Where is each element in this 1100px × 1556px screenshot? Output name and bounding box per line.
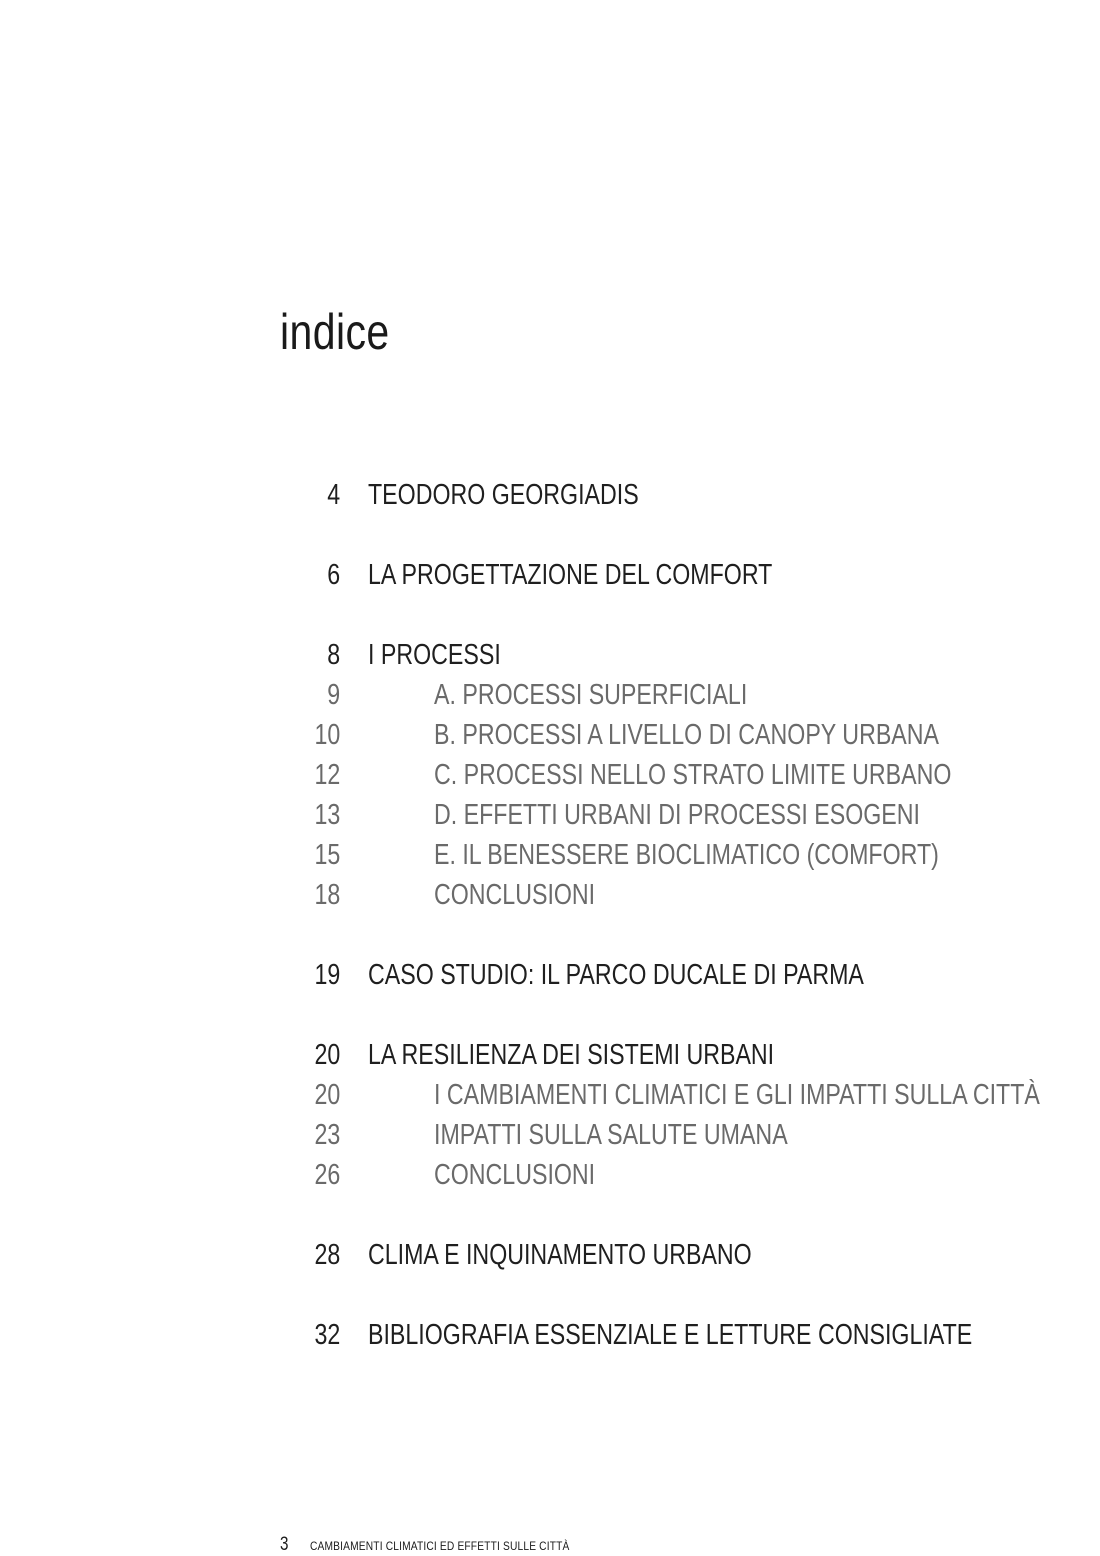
toc-subentry[interactable] <box>0 755 1100 795</box>
toc-entry-label: I PROCESSI <box>368 639 501 671</box>
toc-subentry-label: B. PROCESSI A LIVELLO DI CANOPY URBANA <box>434 719 939 751</box>
toc-entry[interactable] <box>0 1035 1100 1075</box>
toc-subentry[interactable] <box>0 1155 1100 1195</box>
toc-subentry[interactable] <box>0 675 1100 715</box>
toc-subentry-label: CONCLUSIONI <box>434 879 596 911</box>
toc-entry[interactable] <box>0 1315 1100 1355</box>
toc-entry[interactable] <box>0 1235 1100 1275</box>
toc-page-number: 10 <box>314 719 340 751</box>
toc-subentry[interactable] <box>0 795 1100 835</box>
footer-page-number: 3 <box>280 1534 289 1555</box>
toc-subentry[interactable] <box>0 1115 1100 1155</box>
toc-subentry-label: E. IL BENESSERE BIOCLIMATICO (COMFORT) <box>434 839 939 871</box>
toc-subentry-label: A. PROCESSI SUPERFICIALI <box>434 679 748 711</box>
toc-entry-label: CASO STUDIO: IL PARCO DUCALE DI PARMA <box>368 959 864 991</box>
toc-subentry-label: CONCLUSIONI <box>434 1159 596 1191</box>
toc-entry-label: CLIMA E INQUINAMENTO URBANO <box>368 1239 752 1271</box>
toc-subentry-label: C. PROCESSI NELLO STRATO LIMITE URBANO <box>434 759 952 791</box>
toc-page-number: 20 <box>314 1039 340 1071</box>
toc-subentry[interactable] <box>0 875 1100 915</box>
toc-entry-label: LA RESILIENZA DEI SISTEMI URBANI <box>368 1039 775 1071</box>
toc-page-number: 23 <box>314 1119 340 1151</box>
page-title: indice <box>280 304 390 360</box>
toc-entry[interactable] <box>0 475 1100 515</box>
toc-subentry-label: IMPATTI SULLA SALUTE UMANA <box>434 1119 788 1151</box>
toc-page-number: 13 <box>314 799 340 831</box>
toc-entry-label: TEODORO GEORGIADIS <box>368 479 639 511</box>
toc-subentry-label: I CAMBIAMENTI CLIMATICI E GLI IMPATTI SULLA CITTÀ <box>434 1079 1040 1111</box>
footer-publication-title: CAMBIAMENTI CLIMATICI ED EFFETTI SULLE CITTÀ <box>310 1539 570 1553</box>
toc-page-number: 20 <box>314 1079 340 1111</box>
toc-page-number: 28 <box>314 1239 340 1271</box>
toc-page-number: 26 <box>314 1159 340 1191</box>
toc-page-number: 19 <box>314 959 340 991</box>
toc-page-number: 6 <box>327 559 340 591</box>
toc-page-number: 4 <box>327 479 340 511</box>
toc-page-number: 15 <box>314 839 340 871</box>
toc-subentry[interactable] <box>0 715 1100 755</box>
toc-subentry[interactable] <box>0 835 1100 875</box>
toc-entry-label: BIBLIOGRAFIA ESSENZIALE E LETTURE CONSIGLIATE <box>368 1319 973 1351</box>
toc-page-number: 12 <box>314 759 340 791</box>
toc-entry-label: LA PROGETTAZIONE DEL COMFORT <box>368 559 773 591</box>
toc-page-number: 32 <box>314 1319 340 1351</box>
toc-subentry-label: D. EFFETTI URBANI DI PROCESSI ESOGENI <box>434 799 920 831</box>
toc-entry[interactable] <box>0 555 1100 595</box>
toc-entry[interactable] <box>0 635 1100 675</box>
toc-subentry[interactable] <box>0 1075 1100 1115</box>
toc-page-number: 18 <box>314 879 340 911</box>
toc-entry[interactable] <box>0 955 1100 995</box>
toc-page-number: 9 <box>327 679 340 711</box>
toc-page-number: 8 <box>327 639 340 671</box>
